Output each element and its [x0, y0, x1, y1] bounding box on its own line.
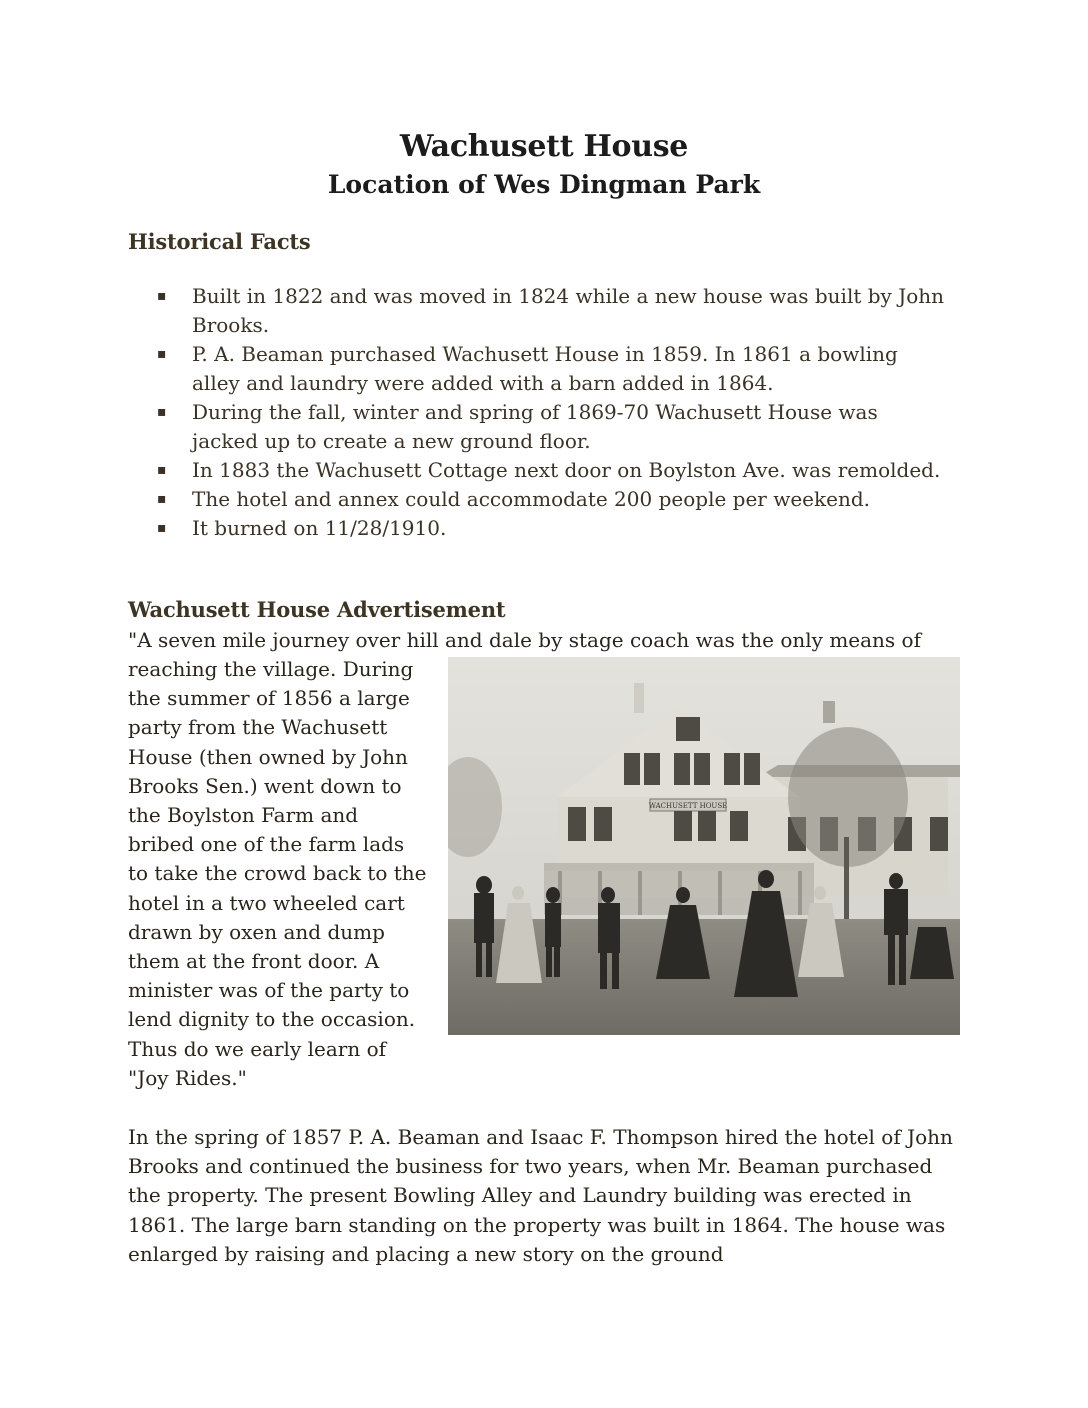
bullet-icon: ▪: [157, 462, 167, 478]
fact-text: Built in 1822 and was moved in 1824 while a new house was built by John Brooks.: [192, 284, 945, 337]
fact-item: [128, 514, 948, 543]
advertisement-heading: Wachusett House Advertisement: [128, 597, 506, 622]
wachusett-house-photo: [448, 657, 960, 1035]
historical-facts-list: [128, 282, 948, 543]
fact-text: It burned on 11/28/1910.: [192, 516, 447, 540]
page-title: Wachusett House: [399, 129, 689, 164]
bullet-icon: ▪: [157, 520, 167, 536]
hotel-sign-text: WACHUSETT HOUSE: [648, 802, 728, 810]
fact-item: [128, 456, 948, 485]
fact-item: [128, 340, 948, 398]
fact-text: In 1883 the Wachusett Cottage next door on Boylston Ave. was remolded.: [192, 458, 941, 482]
fact-item: [128, 282, 948, 340]
fact-text: The hotel and annex could accommodate 200 people per weekend.: [192, 487, 871, 511]
bullet-icon: ▪: [157, 404, 167, 420]
fact-text: P. A. Beaman purchased Wachusett House in 1859. In 1861 a bowling alley and laundry were added with a barn added in 1864.: [192, 342, 898, 395]
advertisement-lead-line: "A seven mile journey over hill and dale by stage coach was the only means of: [128, 628, 921, 652]
history-paragraph: In the spring of 1857 P. A. Beaman and Isaac F. Thompson hired the hotel of John Brooks and continued the business for two years, when Mr. Beaman purchased the property. The present Bowling Alley and Laundry building was erected in 1861. The large barn standing on the property was built in 1864. The house was enlarged by raising and placing a new story on the ground: [128, 1125, 953, 1266]
fact-item: [128, 398, 948, 456]
fact-item: [128, 485, 948, 514]
bullet-icon: ▪: [157, 288, 167, 304]
advertisement-body: reaching the village. During the summer of 1856 a large party from the Wachusett House (then owned by John Brooks Sen.) went down to the Boylston Farm and bribed one of the farm lads to take the crowd back to the hotel in a two wheeled cart drawn by oxen and dump them at the front door. A minister was of the party to lend dignity to the occasion. Thus do we early learn of "Joy Rides.": [128, 657, 427, 1090]
historical-facts-heading: Historical Facts: [128, 229, 311, 254]
bullet-icon: ▪: [157, 491, 167, 507]
bullet-icon: ▪: [157, 346, 167, 362]
fact-text: During the fall, winter and spring of 1869-70 Wachusett House was jacked up to create a new ground floor.: [192, 400, 878, 453]
page-subtitle: Location of Wes Dingman Park: [327, 170, 761, 199]
